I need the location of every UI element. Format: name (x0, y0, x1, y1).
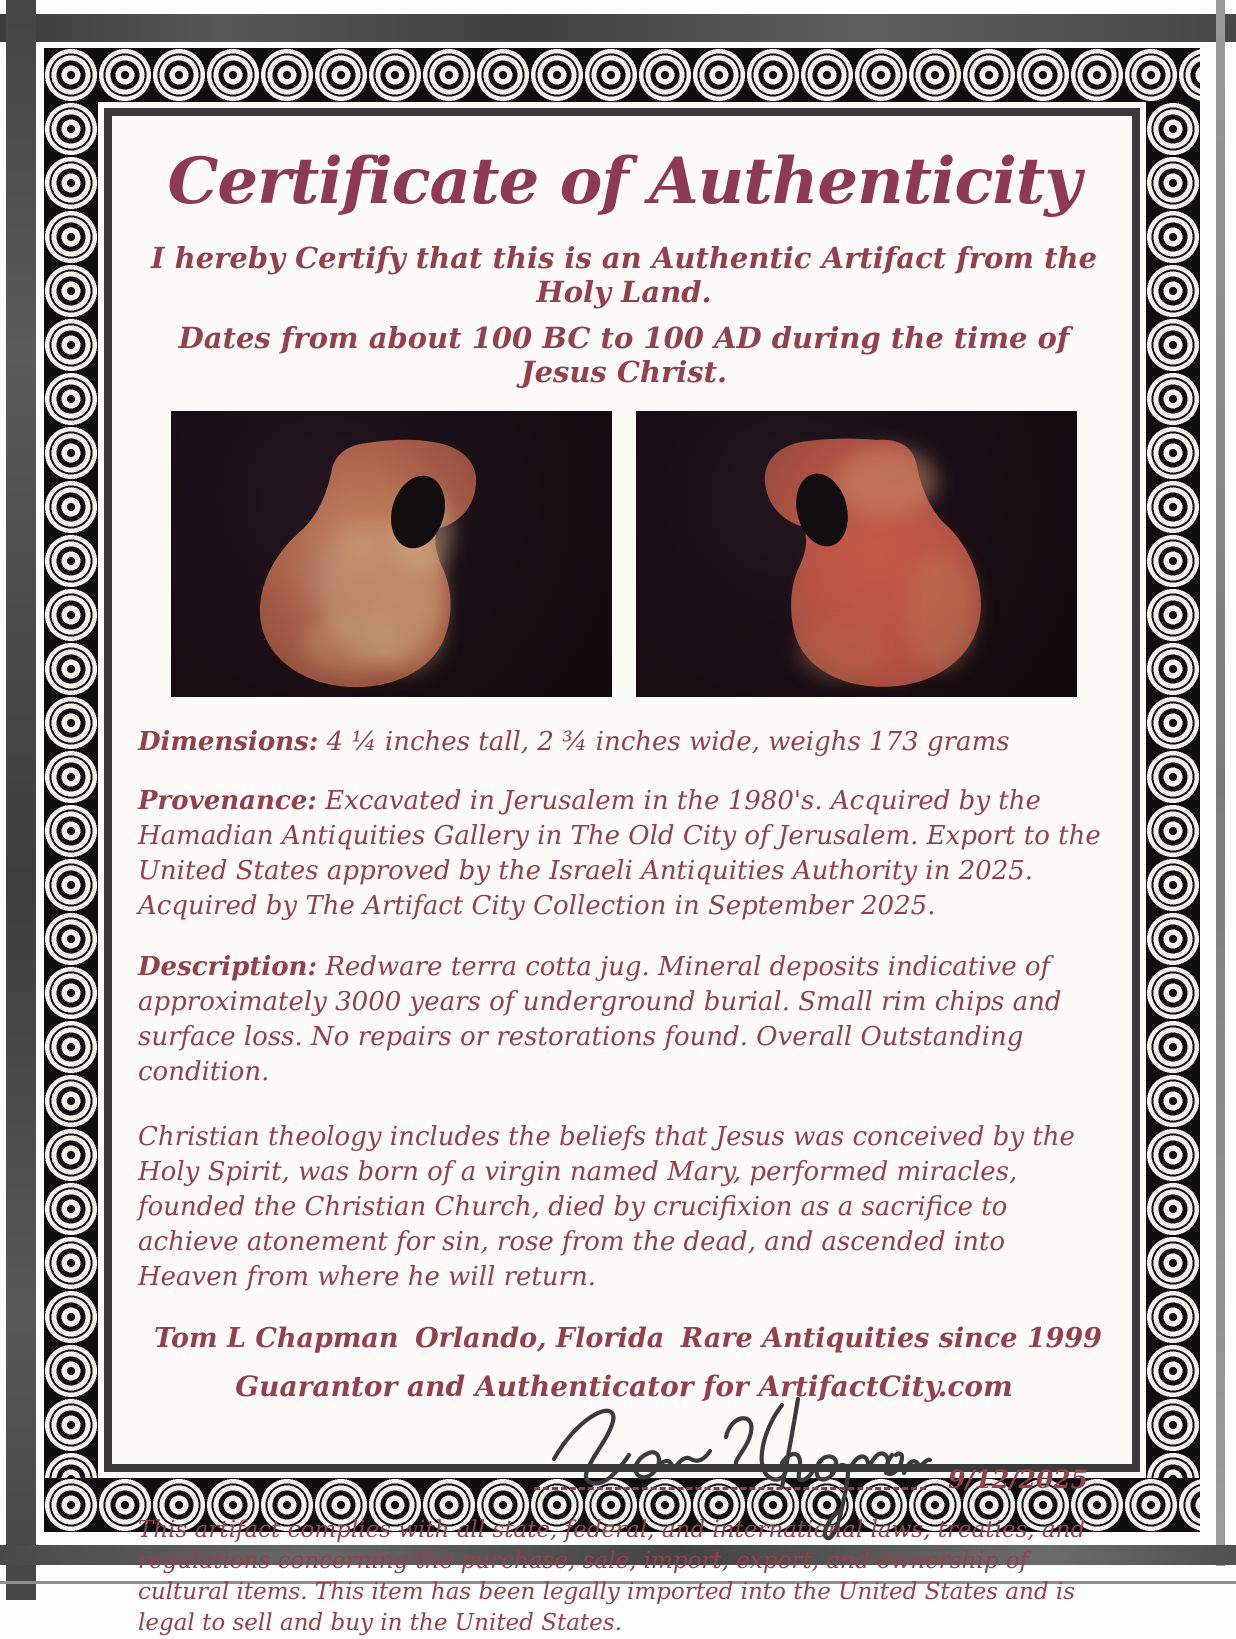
description-paragraph (138, 950, 1110, 1090)
jug-back-illustration (636, 411, 1077, 697)
artifact-photo-front (171, 411, 612, 697)
border-band-top (44, 48, 1200, 102)
legal-paragraph: This artifact complies with all state, federal, and international laws, treaties, and regulations concerning the purchase, sale, import, export, and ownership of cultural items. This item has been legally imported into the United States and is legal to sell and buy in the United States. (138, 1517, 1086, 1636)
provenance-text: Excavated in Jerusalem in the 1980's. Acquired by the Hamadian Antiquities Gallery in The Old City of Jerusalem. Export to the United States approved by the Israeli Antiquities Authority in 2025. Acquired by The Artifact City Collection in September 2025. (138, 786, 1101, 921)
scan-edge-top (0, 14, 1236, 42)
inner-rule-border (104, 108, 1140, 1636)
provenance-label: Provenance: (138, 786, 317, 816)
description-label: Description: (138, 952, 318, 982)
scan-edge-right (1216, 0, 1225, 1566)
dimensions-value: 4 ¼ inches tall, 2 ¾ inches wide, weighs 173 grams (326, 727, 1010, 757)
artifact-photo-row (138, 411, 1110, 697)
signature-block (138, 1405, 1110, 1511)
signer-row (138, 1323, 1110, 1354)
certificate-content (112, 116, 1132, 1639)
theology-paragraph: Christian theology includes the beliefs that Jesus was conceived by the Holy Spirit, was born of a virgin named Mary, performed miracles, founded the Christian Church, died by crucifixion as a sacrifice to achieve atonement for sin, rose from the dead, and ascended into Heaven from where he will return. (138, 1122, 1075, 1292)
guarantor-line: Guarantor and Authenticator for ArtifactCity.com (235, 1370, 1013, 1403)
dating-statement: Dates from about 100 BC to 100 AD during the time of Jesus Christ. (178, 321, 1070, 389)
signer-tagline: Rare Antiquities since 1999 (680, 1323, 1102, 1354)
provenance-paragraph (138, 784, 1110, 924)
dimensions-label: Dimensions: (138, 727, 319, 757)
description-text: Redware terra cotta jug. Mineral deposits indicative of approximately 3000 years of underground burial. Small rim chips and surface loss. No repairs or restorations found. Overall Outstanding condition. (138, 952, 1062, 1087)
signature-handwriting-image (530, 1389, 930, 1521)
decorative-circle-border (44, 48, 1200, 1636)
signer-name: Tom L Chapman (154, 1323, 399, 1354)
artifact-photo-back (636, 411, 1077, 697)
signature-line (534, 1487, 926, 1490)
border-band-left (44, 102, 98, 1478)
scan-edge-left (6, 0, 36, 1600)
certificate-title: Certificate of Authenticity (167, 144, 1081, 219)
signer-location: Orlando, Florida (415, 1323, 665, 1354)
certificate-panel (98, 102, 1146, 1636)
certify-statement: I hereby Certify that this is an Authentic Artifact from the Holy Land. (150, 241, 1098, 309)
dimensions-row (138, 725, 1110, 760)
border-band-right (1146, 102, 1200, 1478)
signature-date: 9/12/2025 (948, 1465, 1089, 1494)
jug-front-illustration (171, 411, 612, 697)
